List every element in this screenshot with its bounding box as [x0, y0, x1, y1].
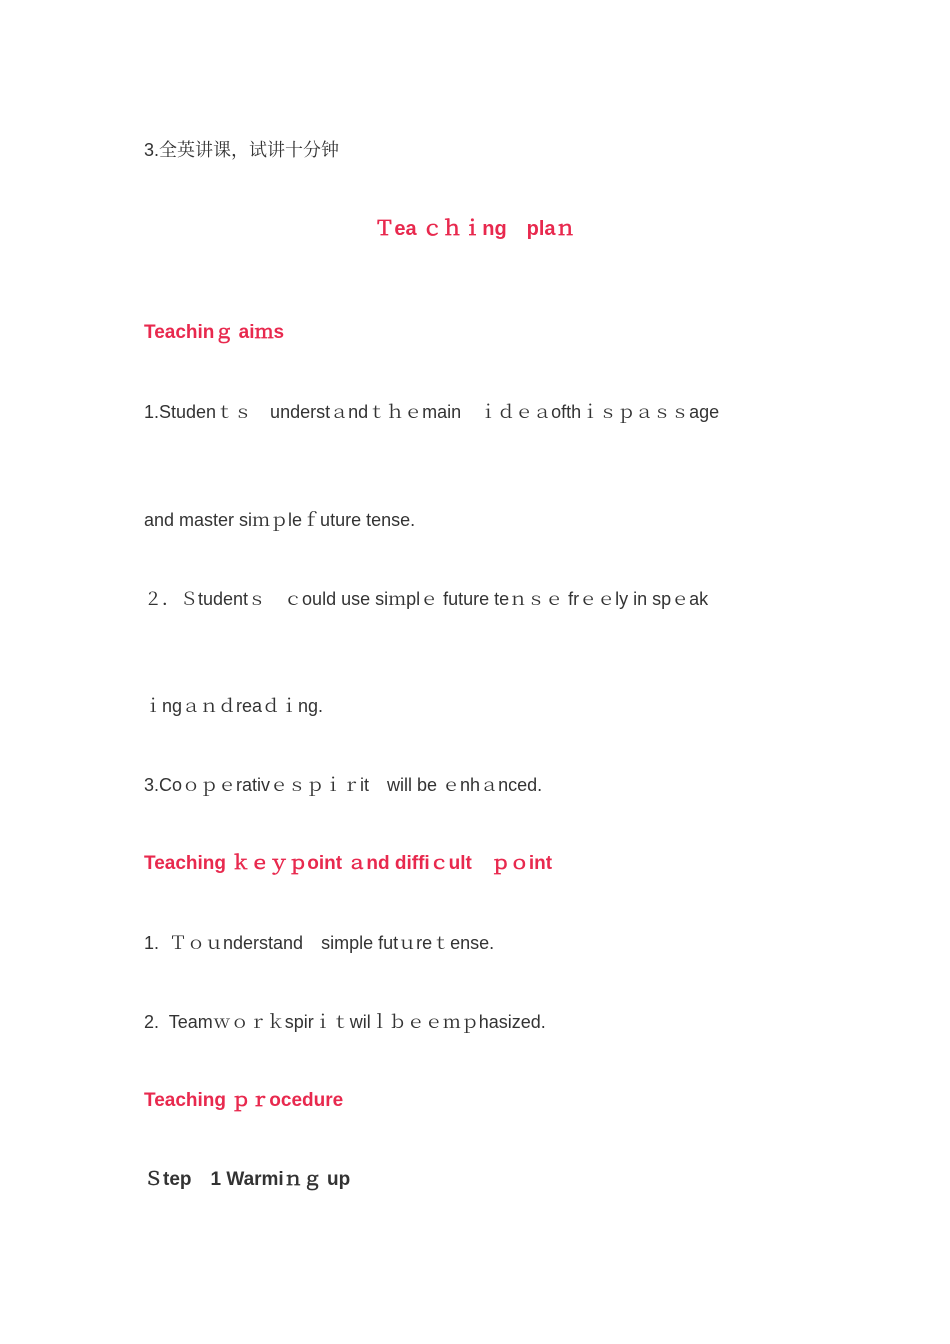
aim-item-2-line-2: ｉngａｎｄreaｄｉng.	[144, 696, 324, 716]
page-title: Ｔea ｃｈｉng plaｎ	[374, 218, 576, 240]
section-heading-key-points: Teaching ｋｅｙｐoint ａnd diffiｃult ｐｏint	[144, 853, 553, 874]
key-point-item-1: 1. Ｔｏｕnderstand simple futｕreｔense.	[144, 933, 495, 953]
aim-item-1-line-2: and master siｍｐleｆuture tense.	[144, 510, 416, 530]
section-heading-aims: Teachinｇ aiｍs	[144, 322, 285, 343]
aim-item-2-line-1: ２．Ｓtudentｓ ｃould use siｍplｅ future teｎｓｅ frｅｅly in spｅak	[144, 589, 709, 609]
intro-line: 3.全英讲课，试讲十分钟	[144, 140, 340, 160]
section-heading-procedure: Teaching ｐｒocedure	[144, 1090, 344, 1111]
aim-item-1-line-1: 1.Studenｔｓ understａndｔｈｅmain ｉｄｅａofthｉｓｐａｓｓage	[144, 402, 720, 422]
key-point-item-2: 2. Teamｗｏｒｋspirｉｔwilｌｂｅｅｍｐhasized.	[144, 1012, 546, 1032]
aim-item-3: 3.Coｏｐｅrativｅｓｐｉｒit will be ｅnhａnced.	[144, 775, 543, 795]
procedure-step-1: Ｓtep 1 Warmiｎｇ up	[144, 1169, 351, 1190]
